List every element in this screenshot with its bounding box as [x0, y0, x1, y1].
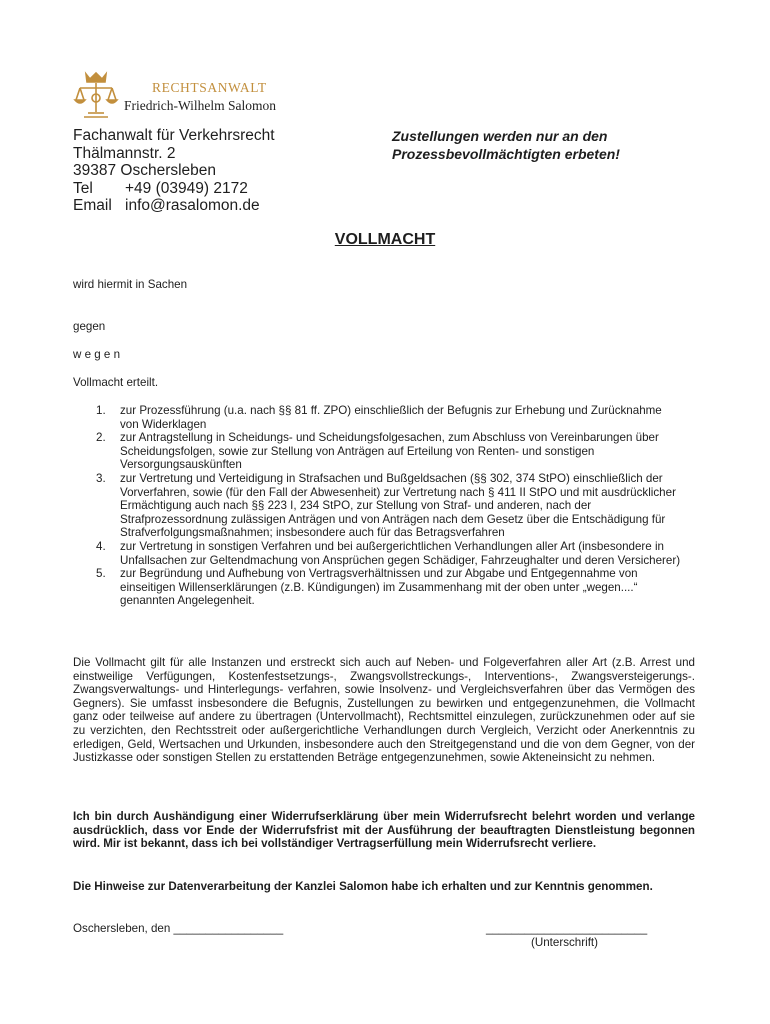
delivery-notice: [392, 128, 620, 163]
widerruf-paragraph: Ich bin durch Aushändigung einer Widerrufserklärung über mein Widerrufsrecht belehrt worden und verlange ausdrücklich, dass vor Ende der Widerrufsfrist mit der Ausführung der beauftragten Dienstleistung begonnen wird. Mir ist bekannt, dass ich bei vollständiger Vertragserfüllung mein Widerrufsrecht verliere.: [73, 810, 695, 851]
datenschutz-paragraph: Die Hinweise zur Datenverarbeitung der Kanzlei Salomon habe ich erhalten und zur Kenntnis genommen.: [73, 880, 653, 893]
email-label: Email: [73, 197, 112, 215]
intro-gegen: gegen: [73, 320, 106, 333]
list-item-text: zur Antragstellung in Scheidungs- und Scheidungsfolgesachen, zum Abschluss von Vereinbarungen über Scheidungsfolgen, sowie zur Stellung von Anträgen auf Erteilung von Renten- und sonstigen Versorgungsauskünften: [120, 431, 659, 472]
logo-name: Friedrich-Wilhelm Salomon: [124, 98, 277, 113]
list-item-text: zur Vertretung und Verteidigung in Strafsachen und Bußgeldsachen (§§ 302, 374 StPO) einschließlich der Vorverfahren, sowie (für den Fall der Abwesenheit) zur Vertretung nach § 411 II StPO und mit ausdrücklicher Ermächtigung auch nach §§ 223 I, 234 StPO, zur Stellung von Straf- und anderen, nach der Strafprozessordnung zulässigen Anträgen und von Anträgen nach dem Gesetz über die Entschädigung für Strafverfolgungsmaßnahmen; insbesondere auch für das Betragsverfahren: [120, 471, 676, 540]
signature-line: _________________________: [486, 922, 648, 935]
contact-tel-line: [73, 180, 275, 198]
list-item-text: zur Vertretung in sonstigen Verfahren und bei außergerichtlichen Verhandlungen aller Art (insbesondere in Unfallsachen zur Geltendmachung von Ansprüchen gegen Schädiger, Fahrzeughalter und deren Versicherer): [120, 539, 681, 567]
list-item: [73, 404, 683, 431]
list-item-number: 3.: [96, 471, 106, 485]
list-item-number: 5.: [96, 567, 106, 581]
intro-wegen: w e g e n: [73, 348, 121, 361]
list-item-text: zur Prozessführung (u.a. nach §§ 81 ff. ZPO) einschließlich der Befugnis zur Erhebung und Zurücknahme von Widerklagen: [120, 404, 662, 431]
contact-email-line: [73, 197, 275, 215]
list-item: [73, 540, 683, 567]
scales-of-justice-icon: [72, 70, 120, 122]
signature-label: (Unterschrift): [531, 936, 598, 949]
list-item: [73, 567, 683, 608]
tel-label: Tel: [73, 179, 93, 197]
scope-paragraph: Die Vollmacht gilt für alle Instanzen und erstreckt sich auch auf Neben- und Folgeverfahren aller Art (z.B. Arrest und einstweilige Verfügungen, Kostenfestsetzungs-, Zwangsvollstreckungs-, Interventions-, Zwangsversteigerungs-. Zwangsverwaltungs- und Hinterlegungs- verfahren, sowie Insolvenz- und Vergleichsverfahren über das Vermögen des Gegners). Sie umfasst insbesondere die Befugnis, Zustellungen zu bewirken und entgegenzunehmen, die Vollmacht ganz oder teilweise auf andere zu übertragen (Untervollmacht), Rechtsmittel einzulegen, zurückzunehmen oder auf sie zu verzichten, den Rechtsstreit oder außergerichtliche Verhandlungen durch Vergleich, Verzicht oder Anerkenntnis zu erledigen, Geld, Wertsachen und Urkunden, insbesondere auch den Streitgegenstand und die von dem Gegner, von der Justizkasse oder sonstigen Stellen zu erstattenden Beträge entgegenzunehmen, sowie Akteneinsicht zu nehmen.: [73, 656, 695, 765]
contact-street: Thälmannstr. 2: [73, 144, 176, 162]
intro-sachen: wird hiermit in Sachen: [73, 278, 188, 291]
list-item: [73, 472, 683, 540]
list-item: [73, 431, 683, 472]
list-item-text: zur Begründung und Aufhebung von Vertragsverhältnissen und zur Abgabe und Entgegennahme von einseitigen Willenserklärungen (z.B. Kündigungen) im Zusammenhang mit der oben unter „wegen....“ genannten Angelegenheit.: [120, 567, 638, 608]
contact-title: Fachanwalt für Verkehrsrecht: [73, 127, 275, 144]
email-value: info@rasalomon.de: [125, 197, 260, 215]
logo-title: RECHTSANWALT: [152, 80, 267, 95]
intro-erteilt: Vollmacht erteilt.: [73, 376, 159, 389]
document-heading: VOLLMACHT: [334, 231, 436, 248]
list-item-number: 4.: [96, 539, 106, 553]
contact-block: [73, 127, 275, 215]
list-item-number: 2.: [96, 431, 106, 445]
authority-list: [73, 404, 683, 608]
tel-value: +49 (03949) 2172: [125, 179, 248, 197]
letterhead-logo: [72, 70, 312, 122]
contact-city: 39387 Oschersleben: [73, 162, 217, 180]
notice-line-2: Prozessbevollmächtigten erbeten!: [392, 145, 620, 162]
place-date-line: Oschersleben, den _________________: [73, 922, 284, 935]
notice-line-1: Zustellungen werden nur an den: [392, 128, 608, 144]
list-item-number: 1.: [96, 404, 106, 417]
